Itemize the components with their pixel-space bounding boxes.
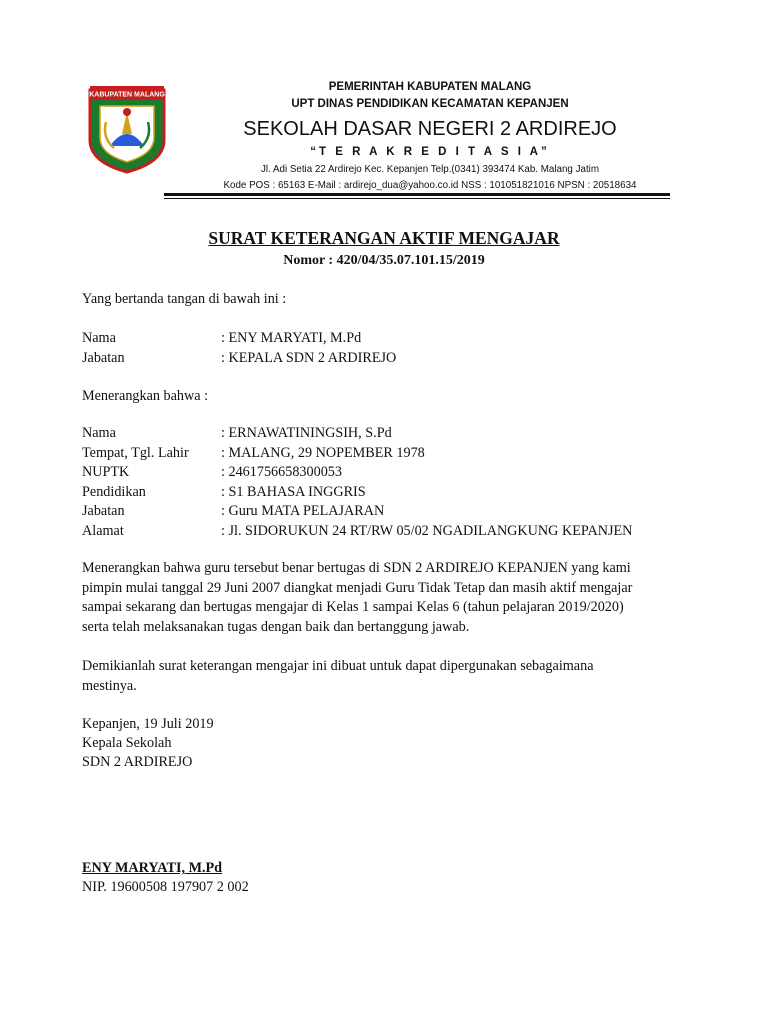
signer-nip: NIP. 19600508 197907 2 002 — [82, 879, 249, 895]
signer-value: : KEPALA SDN 2 ARDIREJO — [221, 349, 397, 366]
paragraph-line: sampai sekarang dan bertugas mengajar di Kelas 1 sampai Kelas 6 (tahun pelajaran 2019/2020) — [82, 599, 624, 615]
letter-title-text: SURAT KETERANGAN AKTIF MENGAJAR — [208, 228, 560, 248]
place-date: Kepanjen, 19 Juli 2019 — [82, 716, 214, 732]
paragraph-line: serta telah melaksanakan tugas dengan baik dan bertanggung jawab. — [82, 618, 470, 635]
signer-value: : ENY MARYATI, M.Pd — [221, 330, 362, 346]
teacher-row — [82, 483, 632, 503]
statement-paragraph — [82, 559, 692, 637]
letter-number: Nomor : 420/04/35.07.101.15/2019 — [283, 253, 485, 268]
teacher-value: : Jl. SIDORUKUN 24 RT/RW 05/02 NGADILANGKUNG KEPANJEN — [221, 522, 633, 539]
teacher-details — [82, 424, 632, 542]
school-address: Jl. Adi Setia 22 Ardirejo Kec. Kepanjen Telp.(0341) 393474 Kab. Malang Jatim — [260, 164, 600, 175]
teacher-row — [82, 444, 632, 464]
paragraph-line: Demikianlah surat keterangan mengajar ini dibuat untuk dapat dipergunakan sebagaimana — [82, 658, 594, 674]
teacher-value: : MALANG, 29 NOPEMBER 1978 — [221, 444, 425, 461]
paragraph-line: Menerangkan bahwa guru tersebut benar bertugas di SDN 2 ARDIREJO KEPANJEN yang kami — [82, 560, 631, 576]
teacher-label: Alamat — [82, 522, 124, 539]
letterhead — [160, 79, 700, 194]
paragraph-line: pimpin mulai tanggal 29 Juni 2007 diangkat menjadi Guru Tidak Tetap dan masih aktif mengajar — [82, 579, 633, 596]
teacher-label: Pendidikan — [82, 483, 146, 500]
school-name: SEKOLAH DASAR NEGERI 2 ARDIREJO — [243, 118, 617, 140]
signer-name: ENY MARYATI, M.Pd — [82, 860, 223, 876]
signer-row — [82, 329, 396, 349]
teacher-label: NUPTK — [82, 464, 130, 481]
government-name: PEMERINTAH KABUPATEN MALANG — [328, 81, 532, 93]
teacher-value: : Guru MATA PELAJARAN — [221, 503, 385, 520]
signer-label: Jabatan — [82, 349, 125, 366]
signer-school: SDN 2 ARDIREJO — [82, 754, 193, 770]
signature-name-block — [82, 859, 249, 897]
agency-name: UPT DINAS PENDIDIKAN KECAMATAN KEPANJEN — [291, 98, 569, 110]
teacher-row — [82, 502, 632, 522]
signer-details — [82, 329, 396, 368]
teacher-row — [82, 463, 632, 483]
teacher-value: : 2461756658300053 — [221, 464, 342, 481]
intro-text: Yang bertanda tangan di bawah ini : — [82, 291, 287, 307]
teacher-label: Nama — [82, 425, 116, 441]
closing-paragraph — [82, 657, 692, 696]
teacher-label: Tempat, Tgl. Lahir — [82, 444, 189, 461]
paragraph-line: mestinya. — [82, 677, 137, 694]
school-codes: Kode POS : 65163 E-Mail : ardirejo_dua@yahoo.co.id NSS : 101051821016 NPSN : 20518634 — [223, 180, 637, 191]
teacher-value: : ERNAWATININGSIH, S.Pd — [221, 425, 392, 441]
header-rule-thick — [164, 193, 670, 196]
header-rule-thin — [164, 198, 670, 199]
kabupaten-malang-logo-icon — [86, 82, 168, 174]
letter-title — [0, 228, 768, 249]
signer-label: Nama — [82, 330, 116, 346]
teacher-label: Jabatan — [82, 503, 125, 520]
accreditation: “T E R A K R E D I T A S I A” — [310, 146, 550, 158]
logo-label: KABUPATEN MALANG — [89, 91, 165, 99]
teacher-row — [82, 424, 632, 444]
signer-position: Kepala Sekolah — [82, 735, 172, 751]
teacher-value: : S1 BAHASA INGGRIS — [221, 483, 366, 500]
signer-row — [82, 349, 396, 369]
teacher-row — [82, 522, 632, 542]
signature-block — [82, 715, 214, 772]
explains-text: Menerangkan bahwa : — [82, 388, 209, 404]
